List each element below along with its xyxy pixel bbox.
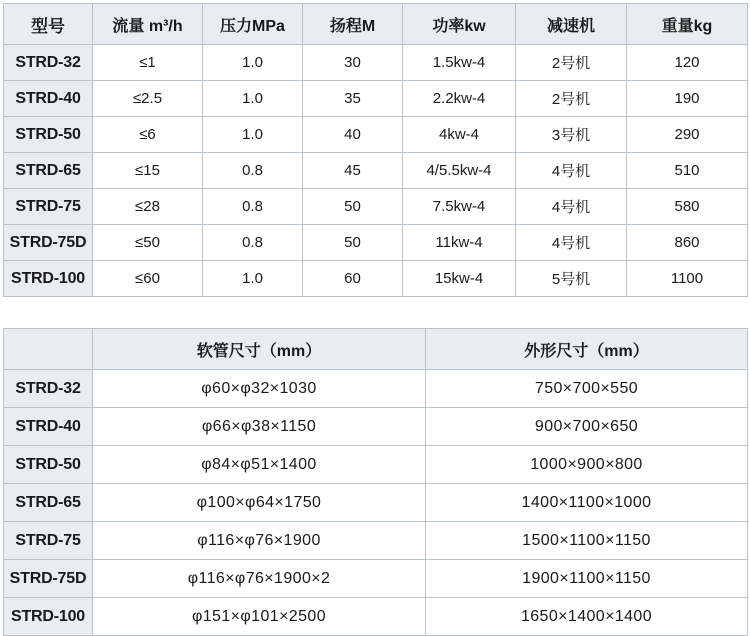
cell-power: 1.5kw-4: [403, 45, 516, 81]
cell-model: STRD-32: [4, 370, 93, 408]
cell-reducer: 2号机: [516, 45, 627, 81]
cell-power: 4/5.5kw-4: [403, 153, 516, 189]
table-row: [4, 446, 748, 484]
cell-flow: ≤6: [93, 117, 203, 153]
cell-weight: 1100: [627, 261, 748, 297]
cell-hose-size: φ84×φ51×1400: [93, 446, 426, 484]
column-header-flow: 流量 m³/h: [93, 4, 203, 45]
cell-model: STRD-40: [4, 81, 93, 117]
table-row: [4, 45, 748, 81]
cell-model: STRD-40: [4, 408, 93, 446]
cell-power: 4kw-4: [403, 117, 516, 153]
cell-model: STRD-75: [4, 189, 93, 225]
cell-model: STRD-75: [4, 522, 93, 560]
cell-flow: ≤60: [93, 261, 203, 297]
cell-model: STRD-65: [4, 153, 93, 189]
table-row: [4, 225, 748, 261]
cell-power: 11kw-4: [403, 225, 516, 261]
specifications-table-body: [4, 45, 748, 297]
cell-head: 50: [303, 225, 403, 261]
cell-pressure: 0.8: [203, 153, 303, 189]
cell-head: 60: [303, 261, 403, 297]
specifications-table-head: [4, 4, 748, 45]
table-row: [4, 408, 748, 446]
table-row: [4, 189, 748, 225]
cell-flow: ≤1: [93, 45, 203, 81]
cell-reducer: 5号机: [516, 261, 627, 297]
cell-weight: 510: [627, 153, 748, 189]
cell-hose-size: φ116×φ76×1900: [93, 522, 426, 560]
cell-hose-size: φ66×φ38×1150: [93, 408, 426, 446]
cell-overall-size: 900×700×650: [426, 408, 748, 446]
table-gap: [3, 297, 747, 328]
cell-reducer: 4号机: [516, 225, 627, 261]
cell-weight: 190: [627, 81, 748, 117]
cell-reducer: 3号机: [516, 117, 627, 153]
cell-flow: ≤2.5: [93, 81, 203, 117]
column-header-pressure: 压力MPa: [203, 4, 303, 45]
cell-model: STRD-50: [4, 117, 93, 153]
cell-weight: 290: [627, 117, 748, 153]
cell-overall-size: 1000×900×800: [426, 446, 748, 484]
cell-reducer: 2号机: [516, 81, 627, 117]
table-header-row: [4, 4, 748, 45]
column-header-overall-size: 外形尺寸（mm）: [426, 329, 748, 370]
table-row: [4, 598, 748, 636]
cell-weight: 580: [627, 189, 748, 225]
cell-model: STRD-32: [4, 45, 93, 81]
cell-model: STRD-50: [4, 446, 93, 484]
table-header-row: [4, 329, 748, 370]
cell-head: 45: [303, 153, 403, 189]
table-row: [4, 522, 748, 560]
cell-overall-size: 1900×1100×1150: [426, 560, 748, 598]
cell-overall-size: 1500×1100×1150: [426, 522, 748, 560]
cell-overall-size: 750×700×550: [426, 370, 748, 408]
table-row: [4, 117, 748, 153]
cell-head: 30: [303, 45, 403, 81]
table-row: [4, 81, 748, 117]
cell-model: STRD-65: [4, 484, 93, 522]
cell-head: 35: [303, 81, 403, 117]
cell-pressure: 1.0: [203, 117, 303, 153]
table-row: [4, 484, 748, 522]
cell-hose-size: φ116×φ76×1900×2: [93, 560, 426, 598]
cell-model: STRD-100: [4, 598, 93, 636]
table-row: [4, 153, 748, 189]
cell-power: 2.2kw-4: [403, 81, 516, 117]
cell-pressure: 0.8: [203, 189, 303, 225]
cell-pressure: 1.0: [203, 261, 303, 297]
dimensions-table-head: [4, 329, 748, 370]
cell-hose-size: φ151×φ101×2500: [93, 598, 426, 636]
table-row: [4, 560, 748, 598]
cell-power: 15kw-4: [403, 261, 516, 297]
cell-reducer: 4号机: [516, 189, 627, 225]
column-header-weight: 重量kg: [627, 4, 748, 45]
column-header-blank: [4, 329, 93, 370]
table-row: [4, 370, 748, 408]
cell-hose-size: φ100×φ64×1750: [93, 484, 426, 522]
column-header-power: 功率kw: [403, 4, 516, 45]
cell-hose-size: φ60×φ32×1030: [93, 370, 426, 408]
cell-model: STRD-100: [4, 261, 93, 297]
cell-pressure: 1.0: [203, 45, 303, 81]
cell-flow: ≤50: [93, 225, 203, 261]
column-header-head: 扬程M: [303, 4, 403, 45]
cell-reducer: 4号机: [516, 153, 627, 189]
specifications-table: [3, 3, 748, 297]
column-header-model: 型号: [4, 4, 93, 45]
dimensions-table-body: [4, 370, 748, 636]
cell-model: STRD-75D: [4, 560, 93, 598]
cell-flow: ≤15: [93, 153, 203, 189]
cell-pressure: 1.0: [203, 81, 303, 117]
cell-power: 7.5kw-4: [403, 189, 516, 225]
cell-head: 40: [303, 117, 403, 153]
cell-pressure: 0.8: [203, 225, 303, 261]
cell-head: 50: [303, 189, 403, 225]
cell-weight: 120: [627, 45, 748, 81]
cell-overall-size: 1400×1100×1000: [426, 484, 748, 522]
column-header-hose-size: 软管尺寸（mm）: [93, 329, 426, 370]
dimensions-table: [3, 328, 748, 636]
column-header-reducer: 减速机: [516, 4, 627, 45]
table-row: [4, 261, 748, 297]
cell-flow: ≤28: [93, 189, 203, 225]
cell-weight: 860: [627, 225, 748, 261]
cell-overall-size: 1650×1400×1400: [426, 598, 748, 636]
cell-model: STRD-75D: [4, 225, 93, 261]
